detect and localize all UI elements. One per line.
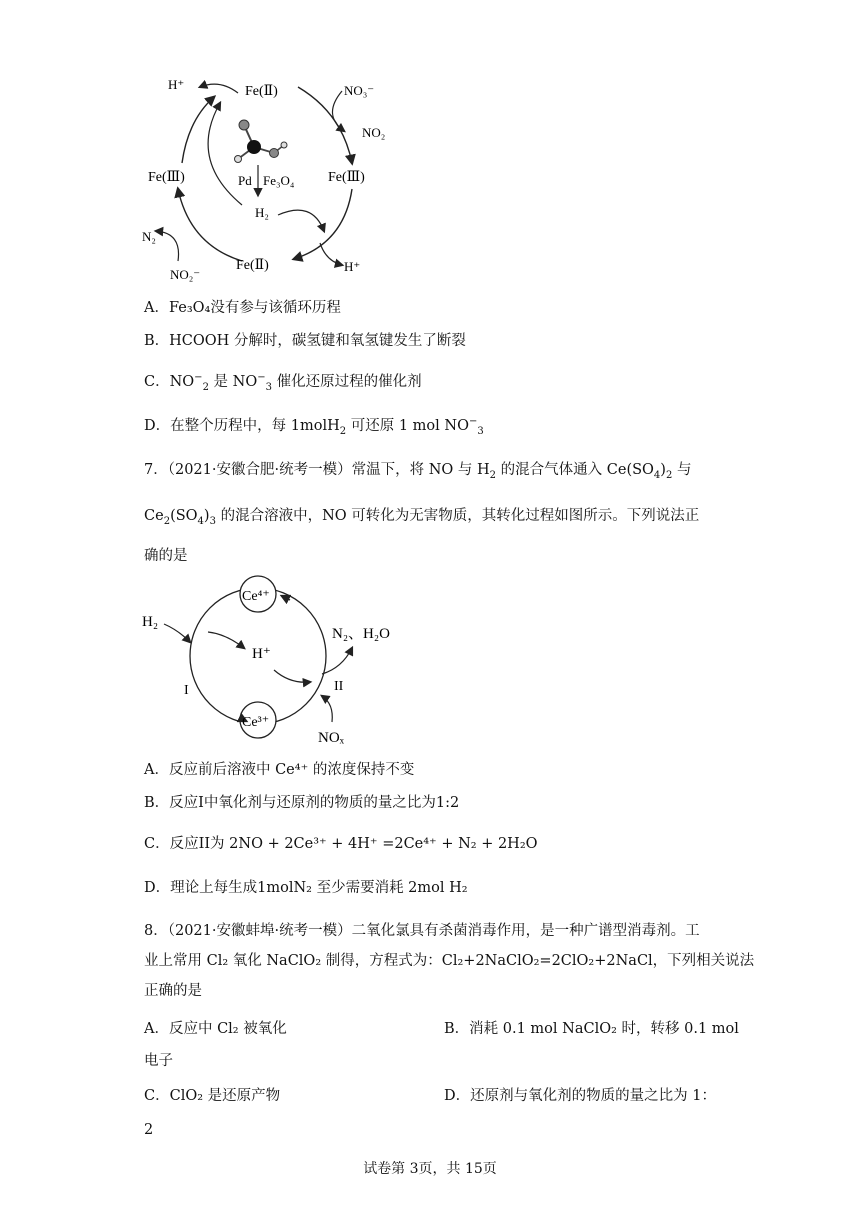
label-fe2-bottom: Fe(Ⅱ) bbox=[236, 258, 269, 273]
arrow-h2-in bbox=[164, 624, 190, 642]
label-roman-1: I bbox=[184, 683, 189, 698]
q7-l2-b: 的混合溶液中，NO 可转化为无害物质，其转化过程如图所示。下列说法正 bbox=[220, 508, 700, 524]
label-n2: N₂ bbox=[142, 229, 156, 244]
arc-h2-to-fe2 bbox=[208, 103, 242, 205]
q6-option-d: D．在整个历程中，每 1molH$_2$ 可还原 1 mol $NO^-_3$ bbox=[144, 416, 484, 437]
arc-fe3-to-fe2 bbox=[294, 189, 352, 259]
q8-option-a: A．反应中 Cl₂ 被氧化 bbox=[144, 1021, 287, 1037]
arc-fe2-to-fe3 bbox=[298, 87, 352, 163]
q8-option-d: D．还原剂与氧化剂的物质的量之比为 1： bbox=[444, 1088, 716, 1104]
label-fe3o4: Fe₃O₄ bbox=[263, 173, 295, 188]
q7-option-d: D．理论上每生成1molN₂ 至少需要消耗 2mol H₂ bbox=[144, 880, 468, 896]
label-fe3-left: Fe(Ⅲ) bbox=[148, 170, 185, 185]
arc-fe2-top bbox=[200, 84, 238, 93]
label-no3-top: NO₃⁻ bbox=[344, 83, 375, 98]
label-fe3-right: Fe(Ⅲ) bbox=[328, 170, 365, 185]
label-roman-2: II bbox=[334, 679, 344, 694]
label-no2-bottom: NO₂⁻ bbox=[170, 267, 201, 282]
q6-c-part3: 催化还原过程的催化剂 bbox=[276, 374, 422, 390]
label-nox: NOₓ bbox=[318, 730, 345, 746]
ce-cycle-diagram bbox=[136, 572, 426, 754]
label-hplus-top: H⁺ bbox=[168, 77, 185, 92]
q7-l1-c: 与 bbox=[676, 462, 692, 478]
q6-c-part1: C．NO bbox=[144, 374, 195, 390]
arrow-hplus-out bbox=[274, 670, 310, 682]
q6-option-c: C．$NO^-_2$ 是 $NO^-_3$ 催化还原过程的催化剂 bbox=[144, 372, 422, 393]
q6-d-part1: D．在整个历程中，每 1molH bbox=[144, 418, 340, 434]
hcooh-molecule-icon bbox=[235, 120, 288, 163]
q7-stem-line2: $Ce_2(SO_4)_3$ 的混合溶液中，NO 可转化为无害物质，其转化过程如图所示。下列说法正 bbox=[144, 508, 700, 527]
label-h2-left: H₂ bbox=[142, 614, 159, 630]
q8-option-c: C．ClO₂ 是还原产物 bbox=[144, 1088, 281, 1104]
q8-option-b-cont: 电子 bbox=[144, 1053, 173, 1069]
q8-stem-line2: 业上常用 Cl₂ 氧化 NaClO₂ 制得，方程式为：Cl₂+2NaClO₂=2ClO₂+2NaCl，下列相关说法 bbox=[144, 953, 755, 969]
arc-no3-to-no2 bbox=[332, 91, 344, 131]
arrow-nox-in bbox=[322, 696, 332, 722]
label-fe2-top: Fe(Ⅱ) bbox=[245, 84, 278, 99]
q7-stem-line3: 确的是 bbox=[144, 548, 188, 564]
q7-option-a: A．反应前后溶液中 Ce⁴⁺ 的浓度保持不变 bbox=[144, 762, 415, 778]
label-pd: Pd bbox=[238, 173, 252, 188]
label-hplus: H⁺ bbox=[252, 646, 271, 662]
label-no2-right: NO₂ bbox=[362, 125, 386, 140]
q6-option-a: A．Fe₃O₄没有参与该循环历程 bbox=[144, 300, 341, 316]
label-ce4: Ce⁴⁺ bbox=[242, 589, 270, 604]
q8-option-d-cont: 2 bbox=[144, 1122, 154, 1138]
q6-option-b: B．HCOOH 分解时，碳氢键和氧氢键发生了断裂 bbox=[144, 333, 466, 349]
q7-option-c: C．反应II为 2NO + 2Ce³⁺ + 4H⁺ =2Ce⁴⁺ + N₂ + 2H₂O bbox=[144, 836, 538, 852]
arc-hplus-curl bbox=[320, 243, 342, 265]
label-ce3: Ce³⁺ bbox=[242, 715, 270, 730]
q6-c-part2: 是 NO bbox=[213, 374, 258, 390]
arc-h2-to-hplus bbox=[278, 210, 324, 231]
page-footer: 试卷第 3页，共 15页 bbox=[363, 1161, 497, 1177]
label-h2: H₂ bbox=[255, 205, 269, 220]
q8-option-b: B．消耗 0.1 mol NaClO₂ 时，转移 0.1 mol bbox=[444, 1021, 739, 1037]
q7-l2-a: Ce bbox=[144, 508, 164, 524]
arrow-to-hplus bbox=[208, 632, 244, 648]
q6-d-part2: 可还原 1 mol NO bbox=[350, 418, 469, 434]
q8-stem-line1: 8．（2021·安徽蚌埠·统考一模）二氧化氯具有杀菌消毒作用，是一种广谱型消毒剂。工 bbox=[144, 923, 700, 939]
q7-l1-b: 的混合气体通入 Ce bbox=[500, 462, 627, 478]
arc-fe2-to-fe3-left bbox=[178, 189, 242, 261]
q7-l1-a: 7．（2021·安徽合肥·统考一模）常温下，将 NO 与 H bbox=[144, 462, 490, 478]
fe-cycle-diagram bbox=[130, 65, 420, 290]
arc-no2-to-n2 bbox=[156, 231, 179, 261]
q7-stem-line1: 7．（2021·安徽合肥·统考一模）常温下，将 NO 与 $H_2$ 的混合气体通入 $Ce(SO_4)_2$ 与 bbox=[144, 462, 692, 481]
q8-stem-line3: 正确的是 bbox=[144, 983, 202, 999]
label-hplus-bottom: H⁺ bbox=[344, 259, 361, 274]
q7-option-b: B．反应I中氧化剂与还原剂的物质的量之比为1:2 bbox=[144, 795, 460, 811]
label-n2-h2o: N₂、H₂O bbox=[332, 626, 390, 642]
